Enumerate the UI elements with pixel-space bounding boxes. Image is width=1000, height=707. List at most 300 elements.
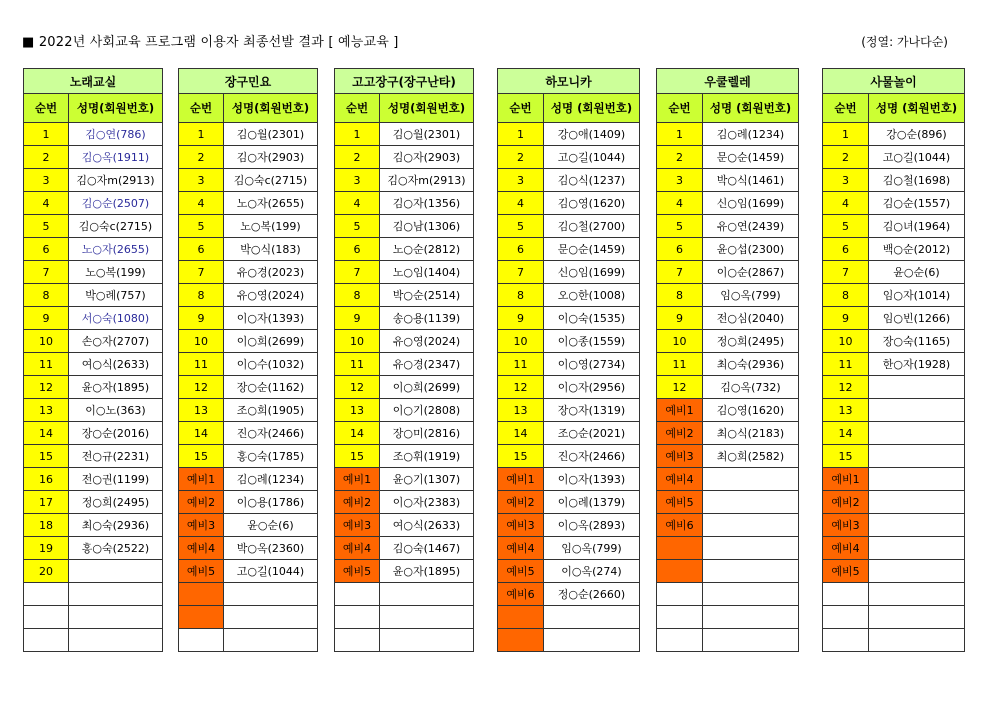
table-row: [657, 261, 799, 284]
row-number: 3: [24, 169, 69, 192]
table-row: [335, 445, 474, 468]
member-name: 윤○자(1895): [380, 560, 474, 583]
row-number: 8: [823, 284, 869, 307]
selection-table: [178, 68, 318, 652]
table-row: [335, 468, 474, 491]
row-number: 3: [498, 169, 544, 192]
table-row: [24, 123, 163, 146]
row-number: 9: [823, 307, 869, 330]
table-row: [498, 606, 640, 629]
table-row: [657, 514, 799, 537]
table-row: [823, 537, 965, 560]
member-name: 조○순(2021): [544, 422, 640, 445]
member-name: [869, 606, 965, 629]
row-number: 8: [498, 284, 544, 307]
member-name: [869, 560, 965, 583]
row-number: [657, 583, 703, 606]
row-number: 9: [657, 307, 703, 330]
member-name: 이○자(2956): [544, 376, 640, 399]
row-number: 7: [24, 261, 69, 284]
row-number: 5: [823, 215, 869, 238]
row-number: 예비2: [179, 491, 224, 514]
member-name: 신○임(1699): [703, 192, 799, 215]
member-name: 김○월(2301): [380, 123, 474, 146]
table-row: [657, 445, 799, 468]
member-name: [224, 606, 318, 629]
table-row: [823, 399, 965, 422]
member-name: 김○자(2903): [380, 146, 474, 169]
member-name: 유○경(2023): [224, 261, 318, 284]
row-number: [657, 560, 703, 583]
member-name: 이○순(2867): [703, 261, 799, 284]
row-number: 2: [823, 146, 869, 169]
table-row: [657, 330, 799, 353]
member-name: 이○숙(1535): [544, 307, 640, 330]
member-name: 유○영(2024): [380, 330, 474, 353]
table-row: [657, 560, 799, 583]
member-name: [703, 491, 799, 514]
member-name: 노○순(2812): [380, 238, 474, 261]
member-name: 홍○숙(2522): [69, 537, 163, 560]
member-name: 김○옥(1911): [69, 146, 163, 169]
member-name: 김○철(1698): [869, 169, 965, 192]
program-name: 고고장구(장구난타): [335, 69, 474, 94]
row-number: 7: [498, 261, 544, 284]
member-name: 김○남(1306): [380, 215, 474, 238]
table-row: [823, 353, 965, 376]
table-row: [179, 514, 318, 537]
member-name: 최○숙(2936): [69, 514, 163, 537]
row-number: 13: [24, 399, 69, 422]
row-number: 14: [24, 422, 69, 445]
row-number: 10: [498, 330, 544, 353]
member-name: 송○용(1139): [380, 307, 474, 330]
table-row: [657, 146, 799, 169]
member-name: 김○자(2903): [224, 146, 318, 169]
table-row: [24, 192, 163, 215]
row-number: 13: [335, 399, 380, 422]
header-name: 성명(회원번호): [380, 94, 474, 123]
row-number: 6: [657, 238, 703, 261]
row-number: 예비2: [657, 422, 703, 445]
table-row: [335, 307, 474, 330]
member-name: 노○복(199): [224, 215, 318, 238]
row-number: 3: [179, 169, 224, 192]
member-name: [69, 560, 163, 583]
table-row: [335, 491, 474, 514]
row-number: 11: [657, 353, 703, 376]
program-name: 우쿨렐레: [657, 69, 799, 94]
table-row: [24, 468, 163, 491]
row-number: [24, 583, 69, 606]
member-name: [224, 629, 318, 652]
row-number: 1: [498, 123, 544, 146]
table-row: [657, 307, 799, 330]
member-name: 고○길(1044): [544, 146, 640, 169]
row-number: 예비1: [335, 468, 380, 491]
table-row: [24, 514, 163, 537]
header-no: 순번: [657, 94, 703, 123]
member-name: [703, 629, 799, 652]
member-name: 김○숙c(2715): [224, 169, 318, 192]
row-number: 8: [657, 284, 703, 307]
table-row: [657, 238, 799, 261]
table-row: [657, 629, 799, 652]
table-row: [657, 537, 799, 560]
row-number: 9: [498, 307, 544, 330]
row-number: 1: [179, 123, 224, 146]
member-name: 장○미(2816): [380, 422, 474, 445]
member-name: [380, 629, 474, 652]
member-name: 전○심(2040): [703, 307, 799, 330]
row-number: [823, 606, 869, 629]
row-number: 3: [335, 169, 380, 192]
table-row: [24, 376, 163, 399]
member-name: 고○길(1044): [869, 146, 965, 169]
row-number: 5: [179, 215, 224, 238]
table-row: [335, 238, 474, 261]
row-number: 14: [823, 422, 869, 445]
row-number: 4: [657, 192, 703, 215]
table-row: [24, 146, 163, 169]
row-number: 15: [498, 445, 544, 468]
table-row: [335, 399, 474, 422]
member-name: 김○례(1234): [224, 468, 318, 491]
member-name: [380, 606, 474, 629]
table-row: [657, 123, 799, 146]
row-number: 2: [335, 146, 380, 169]
row-number: 예비5: [335, 560, 380, 583]
member-name: [703, 583, 799, 606]
row-number: 6: [823, 238, 869, 261]
member-name: [869, 491, 965, 514]
table-row: [179, 376, 318, 399]
table-row: [179, 192, 318, 215]
member-name: 장○순(1162): [224, 376, 318, 399]
table-row: [335, 606, 474, 629]
table-row: [498, 560, 640, 583]
table-row: [657, 284, 799, 307]
row-number: 4: [24, 192, 69, 215]
row-number: 3: [823, 169, 869, 192]
table-row: [335, 123, 474, 146]
member-name: 이○옥(274): [544, 560, 640, 583]
table-row: [335, 422, 474, 445]
member-name: 이○자(1393): [544, 468, 640, 491]
table-row: [498, 537, 640, 560]
row-number: 예비4: [498, 537, 544, 560]
row-number: 10: [823, 330, 869, 353]
table-row: [335, 261, 474, 284]
table-row: [657, 169, 799, 192]
member-name: [69, 629, 163, 652]
row-number: 6: [179, 238, 224, 261]
row-number: [24, 629, 69, 652]
member-name: 이○수(1032): [224, 353, 318, 376]
member-name: 신○임(1699): [544, 261, 640, 284]
row-number: 예비6: [657, 514, 703, 537]
member-name: 김○연(786): [69, 123, 163, 146]
member-name: 윤○섭(2300): [703, 238, 799, 261]
header-name: 성명(회원번호): [224, 94, 318, 123]
table-row: [657, 606, 799, 629]
row-number: [657, 606, 703, 629]
row-number: 14: [498, 422, 544, 445]
row-number: 9: [335, 307, 380, 330]
row-number: 10: [335, 330, 380, 353]
table-row: [24, 606, 163, 629]
member-name: 최○식(2183): [703, 422, 799, 445]
row-number: 18: [24, 514, 69, 537]
row-number: 예비4: [823, 537, 869, 560]
member-name: 김○자(1356): [380, 192, 474, 215]
row-number: 1: [24, 123, 69, 146]
table-row: [823, 560, 965, 583]
program-name: 노래교실: [24, 69, 163, 94]
selection-table: [497, 68, 640, 652]
row-number: [179, 606, 224, 629]
table-row: [498, 192, 640, 215]
row-number: 예비2: [823, 491, 869, 514]
table-row: [498, 445, 640, 468]
member-name: 박○례(757): [69, 284, 163, 307]
row-number: 2: [657, 146, 703, 169]
member-name: 이○영(2734): [544, 353, 640, 376]
table-row: [24, 537, 163, 560]
table-row: [179, 146, 318, 169]
member-name: 임○자(1014): [869, 284, 965, 307]
table-row: [179, 307, 318, 330]
table-row: [179, 422, 318, 445]
member-name: [69, 583, 163, 606]
row-number: 예비6: [498, 583, 544, 606]
member-name: 문○순(1459): [703, 146, 799, 169]
table-row: [24, 215, 163, 238]
table-row: [823, 491, 965, 514]
table-row: [657, 422, 799, 445]
row-number: [179, 583, 224, 606]
member-name: [869, 583, 965, 606]
selection-table: [23, 68, 163, 652]
member-name: 이○희(2699): [224, 330, 318, 353]
row-number: [335, 583, 380, 606]
table-row: [335, 353, 474, 376]
member-name: 김○숙(1467): [380, 537, 474, 560]
row-number: 4: [498, 192, 544, 215]
row-number: [24, 606, 69, 629]
member-name: 김○영(1620): [544, 192, 640, 215]
table-row: [179, 560, 318, 583]
table-row: [24, 422, 163, 445]
row-number: 2: [498, 146, 544, 169]
member-name: [869, 537, 965, 560]
member-name: 백○순(2012): [869, 238, 965, 261]
row-number: 15: [335, 445, 380, 468]
member-name: [69, 606, 163, 629]
member-name: 김○자m(2913): [69, 169, 163, 192]
table-row: [498, 123, 640, 146]
row-number: 9: [179, 307, 224, 330]
table-row: [179, 445, 318, 468]
row-number: 2: [179, 146, 224, 169]
member-name: 박○순(2514): [380, 284, 474, 307]
table-row: [335, 192, 474, 215]
member-name: 한○자(1928): [869, 353, 965, 376]
row-number: 12: [335, 376, 380, 399]
member-name: 김○월(2301): [224, 123, 318, 146]
row-number: 예비2: [335, 491, 380, 514]
member-name: 이○노(363): [69, 399, 163, 422]
row-number: 9: [24, 307, 69, 330]
member-name: [869, 514, 965, 537]
table-row: [823, 215, 965, 238]
row-number: 4: [179, 192, 224, 215]
table-row: [823, 284, 965, 307]
member-name: [703, 560, 799, 583]
member-name: 여○식(2633): [69, 353, 163, 376]
row-number: 예비1: [823, 468, 869, 491]
table-row: [823, 192, 965, 215]
row-number: 12: [179, 376, 224, 399]
row-number: 3: [657, 169, 703, 192]
row-number: 11: [24, 353, 69, 376]
table-row: [24, 169, 163, 192]
row-number: [498, 606, 544, 629]
row-number: 8: [335, 284, 380, 307]
row-number: 1: [823, 123, 869, 146]
table-row: [498, 215, 640, 238]
member-name: 정○희(2495): [69, 491, 163, 514]
member-name: 박○식(183): [224, 238, 318, 261]
row-number: 1: [335, 123, 380, 146]
row-number: 11: [179, 353, 224, 376]
member-name: 손○자(2707): [69, 330, 163, 353]
table-row: [179, 491, 318, 514]
row-number: 14: [179, 422, 224, 445]
member-name: 임○옥(799): [544, 537, 640, 560]
member-name: 김○식(1237): [544, 169, 640, 192]
member-name: 윤○순(6): [224, 514, 318, 537]
member-name: 고○길(1044): [224, 560, 318, 583]
table-row: [823, 583, 965, 606]
row-number: 예비5: [179, 560, 224, 583]
table-row: [657, 399, 799, 422]
row-number: 8: [24, 284, 69, 307]
row-number: [335, 629, 380, 652]
table-row: [179, 583, 318, 606]
table-row: [179, 468, 318, 491]
table-row: [335, 284, 474, 307]
row-number: 4: [823, 192, 869, 215]
row-number: 10: [657, 330, 703, 353]
row-number: 예비5: [498, 560, 544, 583]
table-row: [823, 169, 965, 192]
table-row: [24, 491, 163, 514]
row-number: 7: [335, 261, 380, 284]
table-row: [823, 146, 965, 169]
member-name: 이○례(1379): [544, 491, 640, 514]
program-name: 하모니카: [498, 69, 640, 94]
row-number: [657, 537, 703, 560]
table-row: [335, 330, 474, 353]
table-row: [498, 468, 640, 491]
row-number: [823, 629, 869, 652]
member-name: [544, 629, 640, 652]
row-number: 예비1: [657, 399, 703, 422]
member-name: 임○빈(1266): [869, 307, 965, 330]
member-name: [869, 376, 965, 399]
member-name: 김○철(2700): [544, 215, 640, 238]
table-row: [498, 169, 640, 192]
member-name: 유○경(2347): [380, 353, 474, 376]
table-row: [179, 330, 318, 353]
program-name: 사물놀이: [823, 69, 965, 94]
row-number: 예비1: [498, 468, 544, 491]
row-number: 6: [498, 238, 544, 261]
row-number: 5: [335, 215, 380, 238]
member-name: 진○자(2466): [544, 445, 640, 468]
row-number: 11: [823, 353, 869, 376]
member-name: 노○자(2655): [224, 192, 318, 215]
table-row: [498, 376, 640, 399]
member-name: 김○녀(1964): [869, 215, 965, 238]
header-no: 순번: [335, 94, 380, 123]
row-number: 13: [179, 399, 224, 422]
row-number: 2: [24, 146, 69, 169]
table-row: [24, 583, 163, 606]
row-number: 4: [335, 192, 380, 215]
member-name: [869, 629, 965, 652]
header-no: 순번: [498, 94, 544, 123]
row-number: 예비2: [498, 491, 544, 514]
table-row: [179, 215, 318, 238]
row-number: [498, 629, 544, 652]
row-number: 예비4: [657, 468, 703, 491]
member-name: 김○자m(2913): [380, 169, 474, 192]
member-name: 김○옥(732): [703, 376, 799, 399]
table-row: [498, 330, 640, 353]
member-name: 진○자(2466): [224, 422, 318, 445]
table-row: [823, 307, 965, 330]
row-number: 예비3: [335, 514, 380, 537]
row-number: 7: [657, 261, 703, 284]
table-row: [498, 238, 640, 261]
row-number: [823, 583, 869, 606]
member-name: 정○순(2660): [544, 583, 640, 606]
table-row: [179, 537, 318, 560]
table-row: [823, 261, 965, 284]
header-name: 성명 (회원번호): [869, 94, 965, 123]
member-name: 임○옥(799): [703, 284, 799, 307]
member-name: [224, 583, 318, 606]
table-row: [179, 353, 318, 376]
member-name: 홍○숙(1785): [224, 445, 318, 468]
member-name: [703, 606, 799, 629]
table-row: [24, 629, 163, 652]
selection-table: [822, 68, 965, 652]
table-row: [823, 514, 965, 537]
header-no: 순번: [823, 94, 869, 123]
table-row: [179, 399, 318, 422]
table-row: [24, 399, 163, 422]
table-row: [24, 284, 163, 307]
row-number: 17: [24, 491, 69, 514]
member-name: 노○임(1404): [380, 261, 474, 284]
member-name: 여○식(2633): [380, 514, 474, 537]
selection-table: [334, 68, 474, 652]
table-row: [179, 169, 318, 192]
member-name: 김○순(1557): [869, 192, 965, 215]
